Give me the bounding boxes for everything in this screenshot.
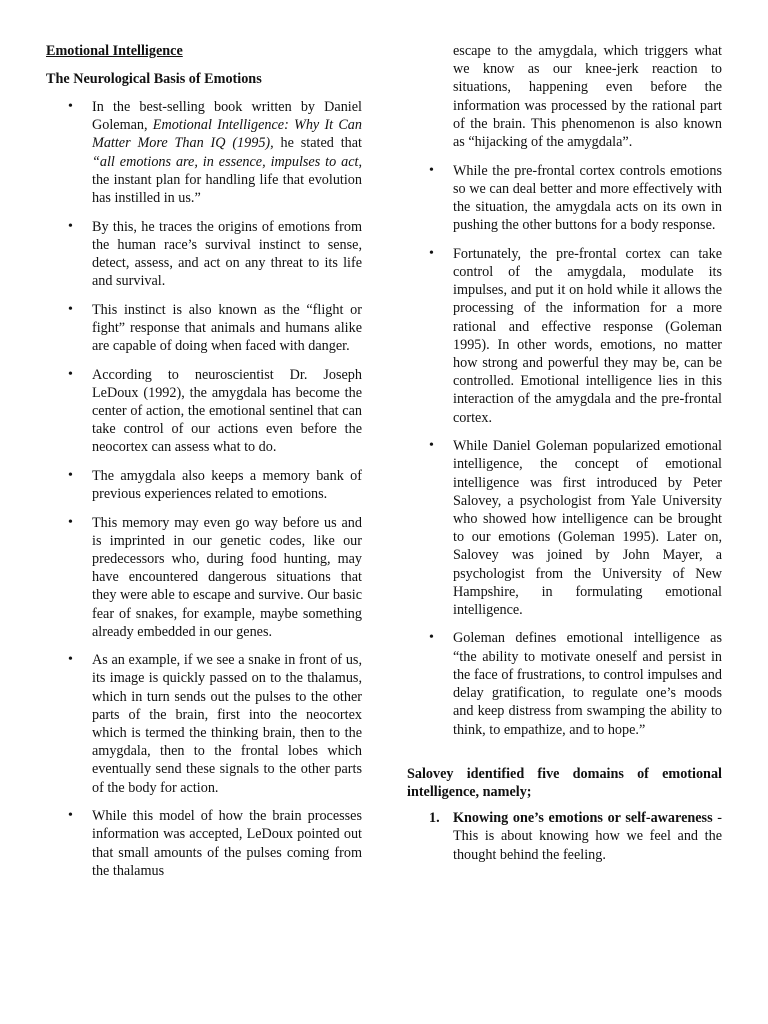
domains-list: [407, 809, 722, 864]
left-column: [46, 42, 362, 890]
list-item: [46, 218, 362, 291]
list-item-text: As an example, if we see a snake in front of us, its image is quickly passed on to the thalamus, which in turn sends out the pulses to the other parts of the brain, first into the neocortex which is termed the thinking brain, then to the amygdala, then to the frontal lobes which eventually send these signals to the other parts of the body for action.: [92, 652, 362, 796]
bullet-icon: •: [68, 301, 73, 317]
list-item-text: While Daniel Goleman popularized emotional intelligence, the concept of emotional intelligence was first introduced by Peter Salovey, a psychologist from Yale University who showed how intelligence can be brought to our emotions (Goleman 1995). Later on, Salovey was joined by John Mayer, a psychologist from the University of New Hampshire, in formulating emotional intelligence.: [453, 438, 722, 618]
list-item: [46, 98, 362, 207]
text-run: In the best-selling book written by Daniel Goleman,: [92, 99, 362, 134]
list-item-text: This instinct is also known as the “flight or fight” response that animals and humans alike are capable of doing when faced with danger.: [92, 301, 362, 355]
right-column: [407, 42, 722, 864]
bullet-icon: •: [68, 652, 73, 668]
bullet-icon: •: [68, 467, 73, 483]
bullet-icon: •: [429, 162, 434, 178]
list-item: [46, 301, 362, 356]
continued-paragraph: escape to the amygdala, which triggers what we know as our knee-jerk reaction to situations, happening even before the information was processed by the rational part of the brain. This phenomenon is also known as “hijacking of the amygdala”.: [453, 43, 722, 151]
document-title: Emotional Intelligence: [46, 43, 183, 59]
right-bullet-list: [407, 162, 722, 739]
list-item-text: This memory may even go way before us and is imprinted in our genetic codes, like our predecessors who, during food hunting, may have encountered dangerous situations that they were able to escape and survive. Our basic fear of snakes, for example, maybe something already embedded in our genes.: [92, 514, 362, 640]
bullet-icon: •: [68, 218, 73, 234]
domains-heading: Salovey identified five domains of emotional intelligence, namely;: [407, 765, 722, 800]
list-number: 1.: [429, 810, 440, 827]
list-item: [407, 629, 722, 738]
list-item: [46, 651, 362, 797]
domain-item: [407, 809, 722, 864]
text-run: he stated that: [273, 135, 362, 152]
bullet-icon: •: [429, 438, 434, 454]
book-title: Emotional Intelligence: Why It Can Matter More Than IQ (1995),: [92, 117, 362, 152]
bullet-icon: •: [429, 630, 434, 646]
list-item: [46, 366, 362, 457]
bullet-icon: •: [68, 808, 73, 824]
list-item-text: While this model of how the brain processes information was accepted, LeDoux pointed out that small amounts of the pulses coming from the thalamus: [92, 808, 362, 879]
list-item: [407, 245, 722, 427]
list-item-text: The amygdala also keeps a memory bank of previous experiences related to emotions.: [92, 467, 362, 503]
list-item: [46, 514, 362, 641]
list-item-text: Fortunately, the pre-frontal cortex can take control of the amygdala, modulate its impulses, and put it on hold while it allows the processing of the information for a more rational and effective response (Goleman 1995). In other words, emotions, no matter how strong and powerful they may be, can be controlled. Emotional intelligence lies in this interaction of the amygdala and the pre-frontal cortex.: [453, 245, 722, 426]
list-item: [407, 437, 722, 619]
list-item: [407, 162, 722, 235]
list-item-text: Goleman defines emotional intelligence as “the ability to motivate oneself and persist in the face of frustrations, to control impulses and delay gratification, to regulate one’s moods and keep distress from swamping the ability to think, to empathize, and to hope.”: [453, 630, 722, 738]
left-bullet-list: [46, 98, 362, 880]
domain-description: - This is about knowing how we feel and the thought behind the feeling.: [453, 810, 722, 863]
list-item-text: According to neuroscientist Dr. Joseph LeDoux (1992), the amygdala has become the center of action, the emotional sentinel that can take control of our actions even before the neocortex can assess what to do.: [92, 366, 362, 456]
bullet-icon: •: [429, 245, 434, 261]
text-run: , the instant plan for handling life that evolution has instilled in us.”: [92, 153, 362, 207]
section-heading: The Neurological Basis of Emotions: [46, 71, 262, 87]
list-item-text: While the pre-frontal cortex controls emotions so we can deal better and more effectively with the situation, the amygdala acts on its own in pushing the other buttons for a body response.: [453, 162, 722, 234]
domain-term: Knowing one’s emotions or self-awareness: [453, 810, 713, 827]
list-item: [46, 807, 362, 880]
list-item: [46, 467, 362, 503]
bullet-icon: •: [68, 366, 73, 382]
bullet-icon: •: [68, 99, 73, 114]
list-item-text: By this, he traces the origins of emotions from the human race’s survival instinct to sense, detect, assess, and act on any threat to its life and survival.: [92, 218, 362, 290]
bullet-icon: •: [68, 514, 73, 530]
quote-text: “all emotions are, in essence, impulses to act: [92, 153, 359, 170]
